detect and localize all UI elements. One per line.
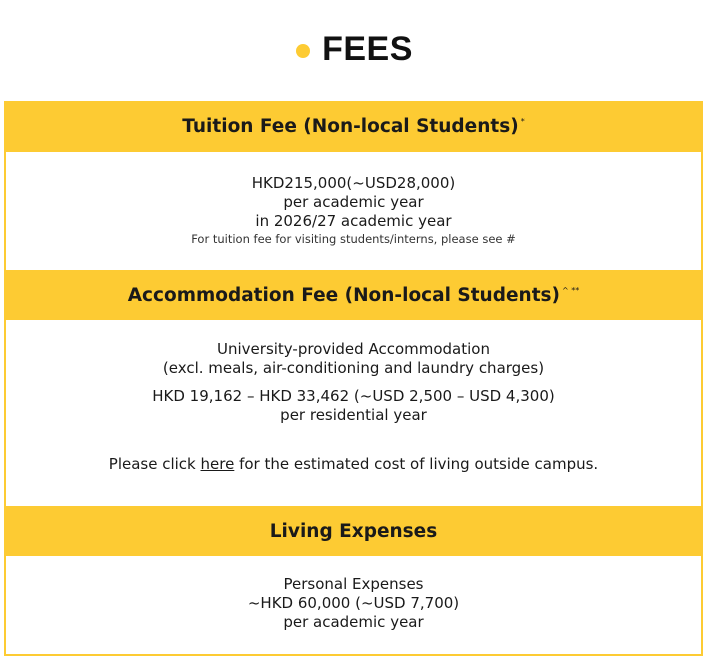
- tuition-fee-year: in 2026/27 academic year: [255, 212, 452, 230]
- living-expenses-body: [6, 556, 701, 654]
- accommodation-fee-body: [6, 320, 701, 506]
- off-campus-cost-suffix: for the estimated cost of living outside campus.: [234, 455, 599, 473]
- tuition-fee-body: [6, 152, 701, 270]
- accommodation-fee-card: [4, 270, 703, 506]
- accommodation-fee-amount: HKD 19,162 – HKD 33,462 (~USD 2,500 – USD 4,300): [152, 387, 555, 405]
- off-campus-cost-link[interactable]: here: [200, 455, 235, 473]
- accommodation-fee-heading-text: Accommodation Fee (Non-local Students): [127, 284, 561, 306]
- accommodation-exclusions: (excl. meals, air-conditioning and laundry charges): [162, 359, 545, 377]
- tuition-fee-card: [4, 101, 703, 270]
- living-expenses-period: per academic year: [283, 613, 424, 631]
- accommodation-fee-heading: [6, 270, 701, 320]
- living-expenses-card: [4, 506, 703, 656]
- tuition-fee-heading-text: Tuition Fee (Non-local Students): [182, 116, 519, 137]
- tuition-fee-amount: HKD215,000(~USD28,000): [251, 174, 456, 192]
- off-campus-cost-prefix: Please click: [108, 455, 201, 473]
- bullet-dot-icon: [296, 44, 310, 58]
- page-header: [0, 30, 709, 69]
- tuition-fee-period: per academic year: [283, 193, 424, 211]
- living-expenses-amount: ~HKD 60,000 (~USD 7,700): [247, 594, 460, 612]
- off-campus-cost-text: [6, 455, 701, 474]
- accommodation-fee-period: per residential year: [280, 406, 427, 424]
- living-expenses-heading-text: Living Expenses: [269, 520, 438, 542]
- tuition-fee-note: For tuition fee for visiting students/interns, please see #: [191, 232, 516, 246]
- tuition-fee-footnote-mark: *: [520, 117, 525, 126]
- living-expenses-type: Personal Expenses: [283, 575, 424, 593]
- living-expenses-heading: [6, 506, 701, 556]
- page-title: FEES: [322, 30, 413, 68]
- accommodation-fee-footnote-mark: ^ **: [562, 285, 580, 295]
- accommodation-type: University-provided Accommodation: [217, 340, 490, 358]
- tuition-fee-heading: [6, 101, 701, 152]
